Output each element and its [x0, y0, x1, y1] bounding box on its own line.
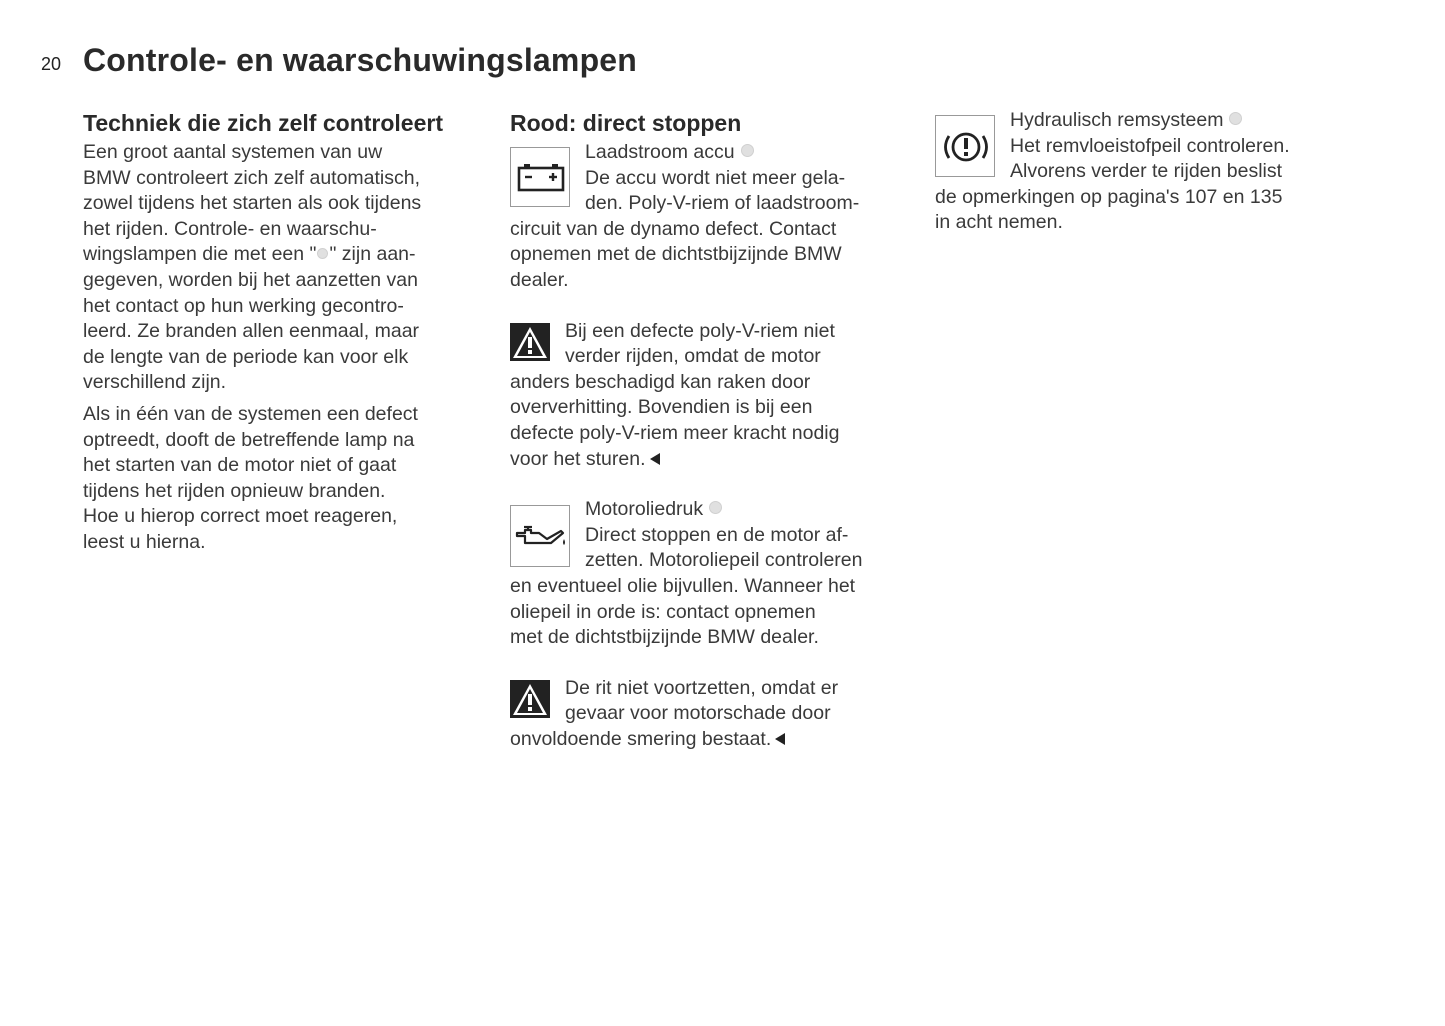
warning-triangle-icon — [510, 323, 550, 361]
intro-paragraph-1 — [83, 140, 493, 396]
text-line: Een groot aantal systemen van uw — [83, 141, 383, 163]
page-number: 20 — [41, 54, 62, 74]
text-line: oververhitting. Bovendien is bij een — [510, 396, 813, 419]
lamp-check-dot-icon — [317, 248, 328, 259]
text-line: het rijden. Controle- en waarschu- — [83, 217, 377, 240]
lamp-check-dot-icon — [709, 501, 722, 514]
oil-title: Motoroliedruk — [585, 498, 704, 521]
text-line: gegeven, worden bij het aanzetten van — [83, 268, 418, 291]
intro-paragraph-2 — [83, 402, 493, 556]
text-line: defecte poly-V-riem meer kracht nodig — [510, 421, 840, 444]
text-line — [83, 242, 493, 268]
text-fragment: wingslampen die met een " — [83, 243, 317, 266]
oil-caution-block — [510, 676, 920, 753]
text-line: zetten. Motoroliepeil controleren — [585, 549, 863, 572]
text-fragment: voor het sturen. — [510, 447, 646, 470]
brake-warning-icon — [935, 115, 995, 177]
text-line: verschillend zijn. — [83, 371, 227, 394]
section-heading-red-stop: Rood: direct stoppen — [510, 110, 742, 136]
text-line: zowel tijdens het starten als ook tijdens — [83, 192, 422, 215]
text-line: tijdens het rijden opnieuw branden. — [83, 479, 386, 502]
battery-warning-block — [510, 140, 920, 294]
text-line: oliepeil in orde is: contact opnemen — [510, 600, 816, 623]
lamp-check-dot-icon — [741, 144, 754, 157]
text-line: de lengte van de periode kan voor elk — [83, 345, 409, 368]
brake-warning-block — [935, 108, 1345, 236]
text-line: De rit niet voortzetten, omdat er — [565, 676, 839, 699]
warning-lamp-title — [935, 108, 1345, 134]
text-line: en eventueel olie bijvullen. Wanneer het — [510, 574, 856, 597]
text-line: BMW controleert zich zelf automatisch, — [83, 166, 421, 189]
belt-caution-block — [510, 319, 920, 473]
lamp-check-dot-icon — [1229, 112, 1242, 125]
text-line: De accu wordt niet meer gela- — [585, 166, 846, 189]
oil-pressure-block — [510, 497, 920, 651]
page-title: Controle- en waarschuwingslampen — [83, 42, 638, 78]
oil-can-icon — [510, 505, 570, 567]
column-intro — [83, 108, 493, 562]
text-line: Bij een defecte poly-V-riem niet — [565, 319, 835, 342]
text-line: verder rijden, omdat de motor — [565, 345, 821, 368]
text-line: den. Poly-V-riem of laadstroom- — [585, 192, 860, 215]
text-line: het starten van de motor niet of gaat — [83, 454, 397, 477]
text-line — [510, 447, 920, 473]
column-red-stop — [510, 108, 920, 752]
end-of-warning-icon — [650, 453, 660, 465]
text-line: Het remvloeistofpeil controleren. — [1010, 134, 1290, 157]
text-line: in acht nemen. — [935, 211, 1063, 234]
end-of-warning-icon — [775, 733, 785, 745]
text-line: dealer. — [510, 268, 569, 291]
text-line — [510, 727, 920, 753]
battery-title: Laadstroom accu — [585, 141, 735, 163]
text-line: anders beschadigd kan raken door — [510, 370, 811, 393]
warning-lamp-title — [510, 140, 920, 166]
text-line: Alvorens verder te rijden beslist — [1010, 160, 1283, 183]
text-line: de opmerkingen op pagina's 107 en 135 — [935, 185, 1283, 208]
text-line: leerd. Ze branden allen eenmaal, maar — [83, 320, 420, 343]
text-line: Direct stoppen en de motor af- — [585, 523, 849, 546]
text-fragment: onvoldoende smering bestaat. — [510, 727, 772, 750]
text-line: circuit van de dynamo defect. Contact — [510, 217, 837, 240]
section-heading-self-check: Techniek die zich zelf controleert — [83, 110, 443, 136]
warning-lamp-title — [510, 497, 920, 523]
text-line: leest u hierna. — [83, 530, 206, 553]
text-fragment: " zijn aan- — [329, 243, 416, 266]
text-line: Hoe u hierop correct moet reageren, — [83, 505, 398, 528]
warning-triangle-icon — [510, 680, 550, 718]
battery-icon — [510, 147, 570, 207]
brake-title: Hydraulisch remsysteem — [1010, 109, 1224, 131]
text-line: met de dichtstbijzijnde BMW dealer. — [510, 626, 819, 649]
text-line: het contact op hun werking gecontro- — [83, 294, 404, 317]
text-line: gevaar voor motorschade door — [565, 702, 831, 725]
text-line: optreedt, dooft de betreffende lamp na — [83, 428, 415, 451]
text-line: opnemen met de dichtstbijzijnde BMW — [510, 243, 842, 266]
text-line: Als in één van de systemen een defect — [83, 402, 418, 425]
column-brake — [935, 108, 1345, 236]
